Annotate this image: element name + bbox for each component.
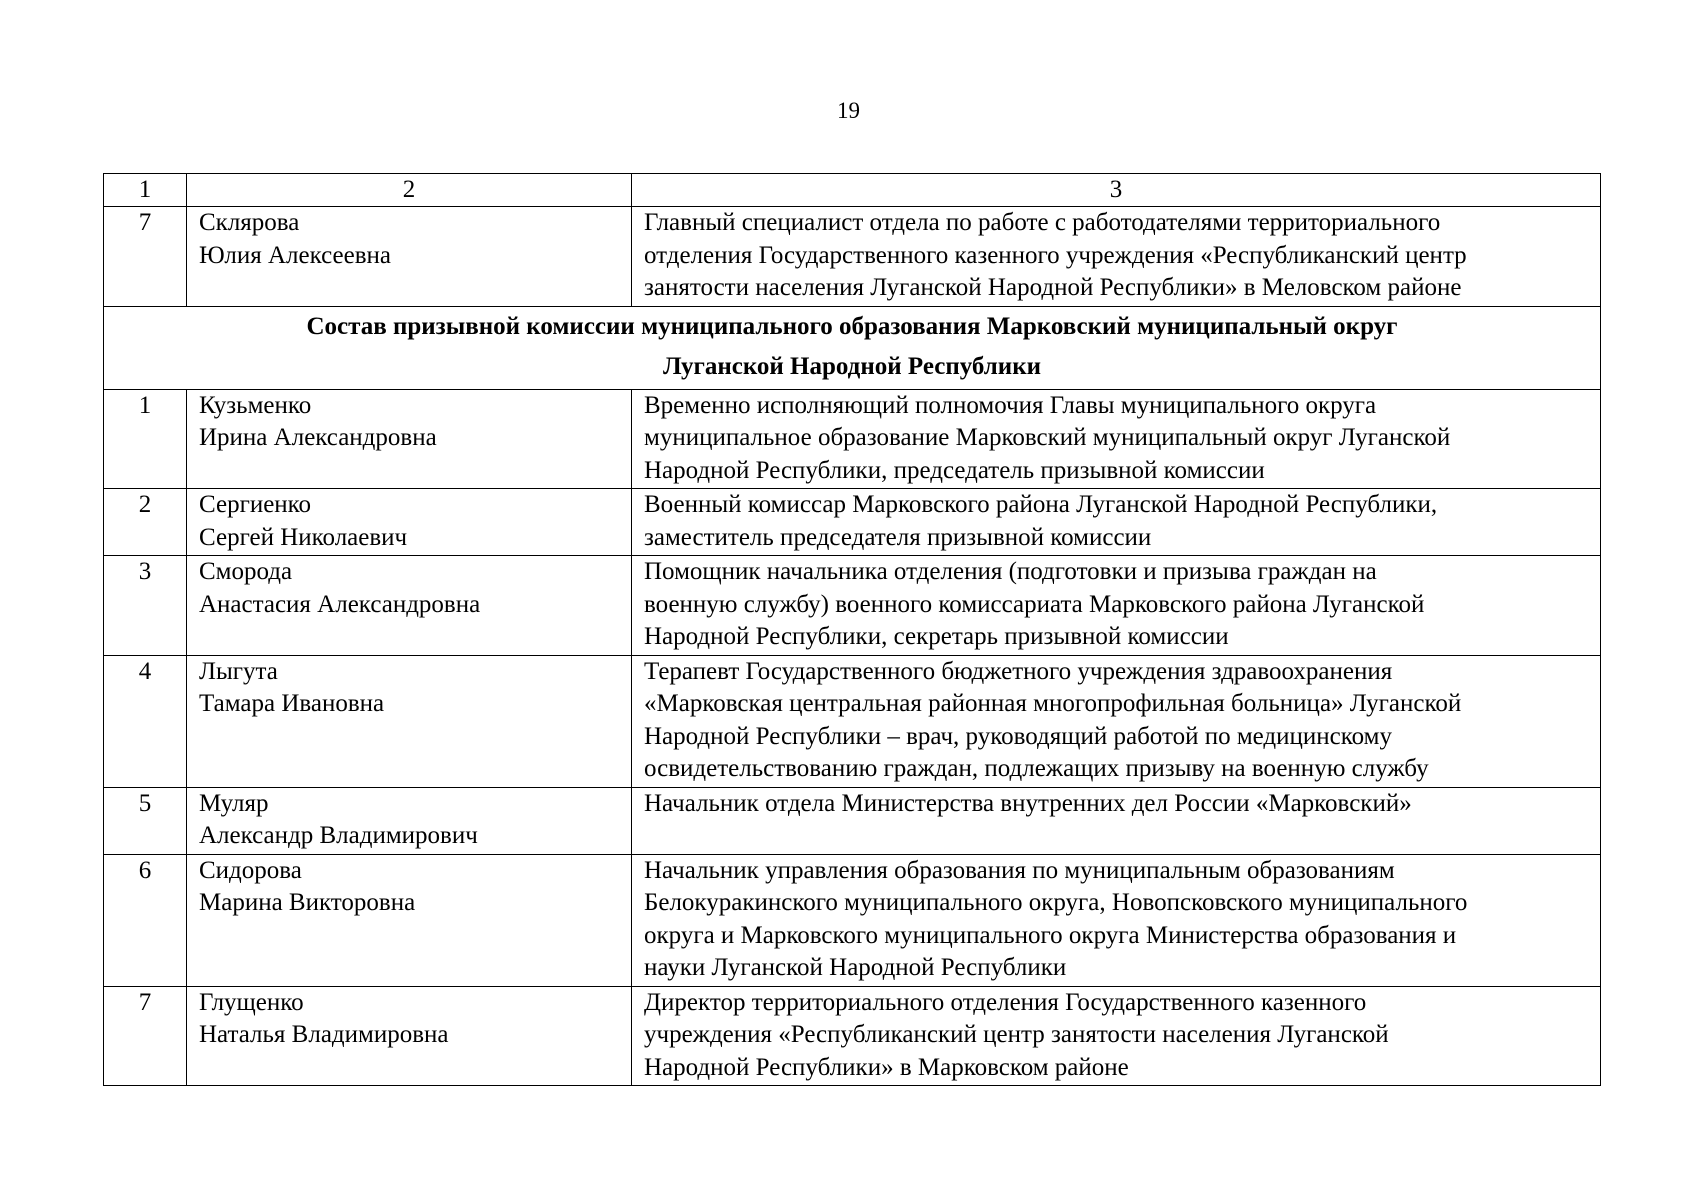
table-row xyxy=(104,207,1601,307)
position-line: Главный специалист отдела по работе с работодателями территориального xyxy=(644,209,1441,236)
member-surname: Сидорова xyxy=(199,856,302,884)
table-row xyxy=(104,854,1601,986)
position-line: Народной Республики, председатель призывной комиссии xyxy=(644,456,1265,484)
member-number: 4 xyxy=(104,655,187,787)
member-number: 6 xyxy=(104,854,187,986)
position-line: Народной Республики» в Марковском районе xyxy=(644,1053,1129,1081)
member-name xyxy=(187,556,632,656)
member-given-names: Сергей Николаевич xyxy=(199,523,408,551)
member-name xyxy=(187,986,632,1086)
member-surname: Глущенко xyxy=(199,988,304,1016)
position-line: Помощник начальника отделения (подготовки и призыва граждан на xyxy=(644,558,1377,585)
member-name xyxy=(187,655,632,787)
member-number: 2 xyxy=(104,489,187,556)
table-row xyxy=(104,389,1601,489)
member-surname: Муляр xyxy=(199,789,269,817)
position-line: отделения Государственного казенного учреждения «Республиканский центр xyxy=(644,241,1467,269)
position-line: Директор территориального отделения Государственного казенного xyxy=(644,988,1367,1016)
position-line: науки Луганской Народной Республики xyxy=(644,954,1067,981)
column-number-row xyxy=(104,174,1601,207)
table-row xyxy=(104,489,1601,556)
position-line: Народной Республики, секретарь призывной комиссии xyxy=(644,623,1229,650)
member-position xyxy=(632,787,1601,854)
position-line: военную службу) военного комиссариата Марковского района Луганской xyxy=(644,590,1425,618)
member-surname: Лыгута xyxy=(199,657,278,685)
column-number-2: 2 xyxy=(187,174,632,207)
member-surname: Кузьменко xyxy=(199,391,312,419)
member-position xyxy=(632,489,1601,556)
column-number-1: 1 xyxy=(104,174,187,207)
member-name xyxy=(187,389,632,489)
member-position xyxy=(632,655,1601,787)
section-heading-line: Луганской Народной Республики xyxy=(662,352,1042,380)
position-line: округа и Марковского муниципального округа Министерства образования и xyxy=(644,921,1457,949)
member-given-names: Юлия Алексеевна xyxy=(199,241,391,269)
member-surname: Сергиенко xyxy=(199,491,312,518)
position-line: занятости населения Луганской Народной Республики» в Меловском районе xyxy=(644,274,1462,301)
table-row xyxy=(104,556,1601,656)
section-heading-row xyxy=(104,306,1601,389)
member-number: 5 xyxy=(104,787,187,854)
column-number-3: 3 xyxy=(632,174,1601,207)
position-line: Народной Республики – врач, руководящий работой по медицинскому xyxy=(644,722,1392,750)
table-row xyxy=(104,986,1601,1086)
position-line: «Марковская центральная районная многопрофильная больница» Луганской xyxy=(644,690,1462,717)
table-body xyxy=(104,174,1601,1086)
member-given-names: Марина Викторовна xyxy=(199,889,416,916)
position-line: Белокуракинского муниципального округа, Новопсковского муниципального xyxy=(644,889,1468,916)
member-given-names: Наталья Владимировна xyxy=(199,1021,449,1048)
member-given-names: Анастасия Александровна xyxy=(199,590,481,618)
member-surname: Склярова xyxy=(199,209,300,236)
member-position xyxy=(632,854,1601,986)
commission-table xyxy=(103,173,1601,1086)
member-name xyxy=(187,207,632,307)
member-number: 1 xyxy=(104,389,187,489)
member-number: 7 xyxy=(104,207,187,307)
position-line: учреждения «Республиканский центр занятости населения Луганской xyxy=(644,1021,1389,1048)
section-heading xyxy=(104,306,1601,389)
position-line: Начальник управления образования по муниципальным образованиям xyxy=(644,856,1395,884)
position-line: муниципальное образование Марковский муниципальный округ Луганской xyxy=(644,424,1451,451)
member-given-names: Ирина Александровна xyxy=(199,424,437,451)
member-given-names: Александр Владимирович xyxy=(199,822,478,849)
member-position xyxy=(632,986,1601,1086)
position-line: Военный комиссар Марковского района Луганской Народной Республики, xyxy=(644,491,1438,518)
member-position xyxy=(632,207,1601,307)
member-number: 7 xyxy=(104,986,187,1086)
member-position xyxy=(632,389,1601,489)
member-number: 3 xyxy=(104,556,187,656)
position-line: Временно исполняющий полномочия Главы муниципального округа xyxy=(644,391,1377,419)
table-row xyxy=(104,787,1601,854)
table-row xyxy=(104,655,1601,787)
member-name xyxy=(187,489,632,556)
member-name xyxy=(187,854,632,986)
position-line: заместитель председателя призывной комиссии xyxy=(644,523,1152,551)
member-given-names: Тамара Ивановна xyxy=(199,690,385,717)
section-heading-line: Состав призывной комиссии муниципального образования Марковский муниципальный округ xyxy=(306,312,1398,340)
position-line: Начальник отдела Министерства внутренних дел России «Марковский» xyxy=(644,789,1412,817)
member-position xyxy=(632,556,1601,656)
member-name xyxy=(187,787,632,854)
page-number: 19 xyxy=(837,98,860,123)
member-surname: Сморода xyxy=(199,558,293,585)
position-line: Терапевт Государственного бюджетного учреждения здравоохранения xyxy=(644,657,1393,685)
position-line: освидетельствованию граждан, подлежащих призыву на военную службу xyxy=(644,755,1429,782)
